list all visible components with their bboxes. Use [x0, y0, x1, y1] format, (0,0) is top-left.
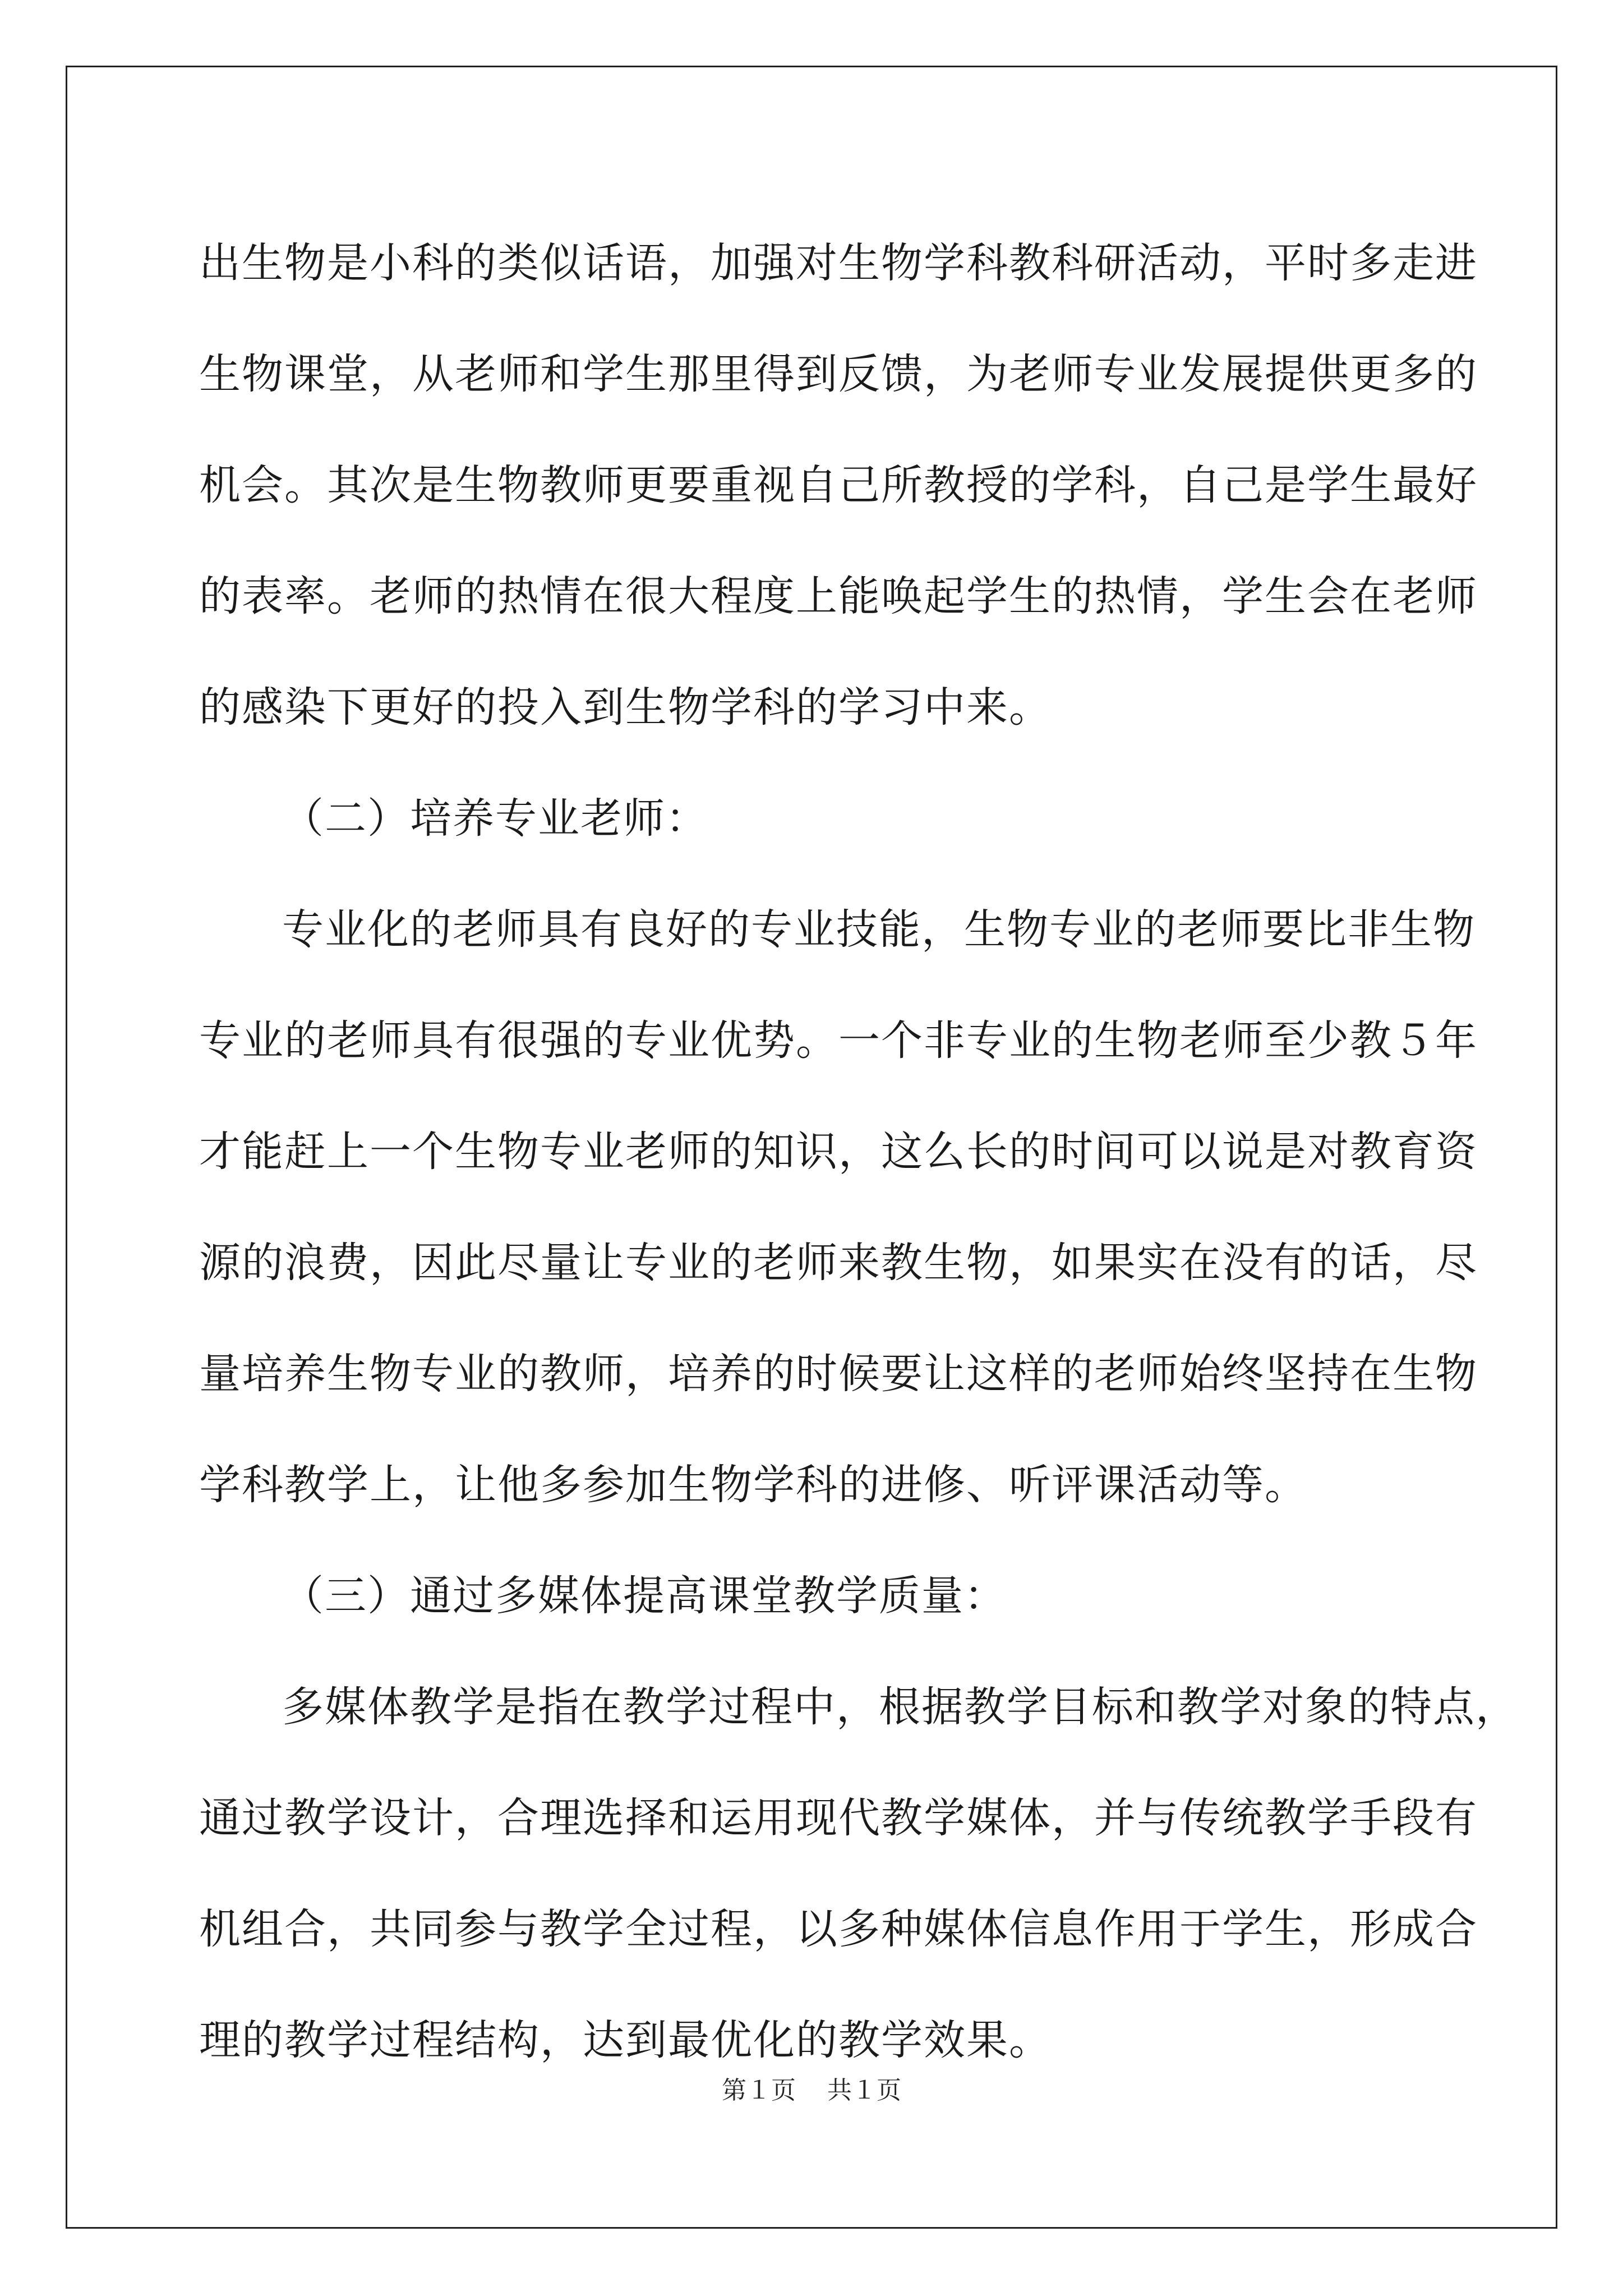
text-line: 多媒体教学是指在教学过程中，根据教学目标和教学对象的特点， — [282, 1683, 1518, 1731]
text-line: 专业化的老师具有良好的专业技能，生物专业的老师要比非生物 — [282, 905, 1476, 954]
text-line: 出生物是小科的类似话语，加强对生物学科教科研活动，平时多走进 — [199, 239, 1478, 287]
text-line: 专业的老师具有很强的专业优势。一个非专业的生物老师至少教５年 — [199, 1016, 1478, 1065]
text-line: 的感染下更好的投入到生物学科的学习中来。 — [199, 683, 1052, 731]
text-line: 学科教学上，让他多参加生物学科的进修、听评课活动等。 — [199, 1461, 1307, 1509]
page-number: 第１页 — [722, 2076, 796, 2105]
section-heading: （二）培养专业老师： — [282, 794, 708, 843]
text-line: 生物课堂，从老师和学生那里得到反馈，为老师专业发展提供更多的 — [199, 350, 1478, 398]
text-line: 机组合，共同参与教学全过程，以多种媒体信息作用于学生，形成合 — [199, 1905, 1478, 1953]
text-line: 量培养生物专业的教师，培养的时候要让这样的老师始终坚持在生物 — [199, 1350, 1478, 1398]
text-line: 的表率。老师的热情在很大程度上能唤起学生的热情，学生会在老师 — [199, 572, 1478, 620]
text-line: 才能赶上一个生物专业老师的知识，这么长的时间可以说是对教育资 — [199, 1128, 1478, 1176]
document-body — [199, 208, 1518, 2096]
text-line: 机会。其次是生物教师更要重视自己所教授的学科，自己是学生最好 — [199, 461, 1478, 509]
text-line: 通过教学设计，合理选择和运用现代教学媒体，并与传统教学手段有 — [199, 1794, 1478, 1842]
section-heading: （三）通过多媒体提高课堂教学质量： — [282, 1572, 1007, 1620]
page-total: 共１页 — [827, 2076, 901, 2105]
page-footer — [0, 2070, 1623, 2106]
text-line: 源的浪费，因此尽量让专业的老师来教生物，如果实在没有的话，尽 — [199, 1239, 1478, 1287]
text-line: 理的教学过程结构，达到最优化的教学效果。 — [199, 2016, 1052, 2064]
